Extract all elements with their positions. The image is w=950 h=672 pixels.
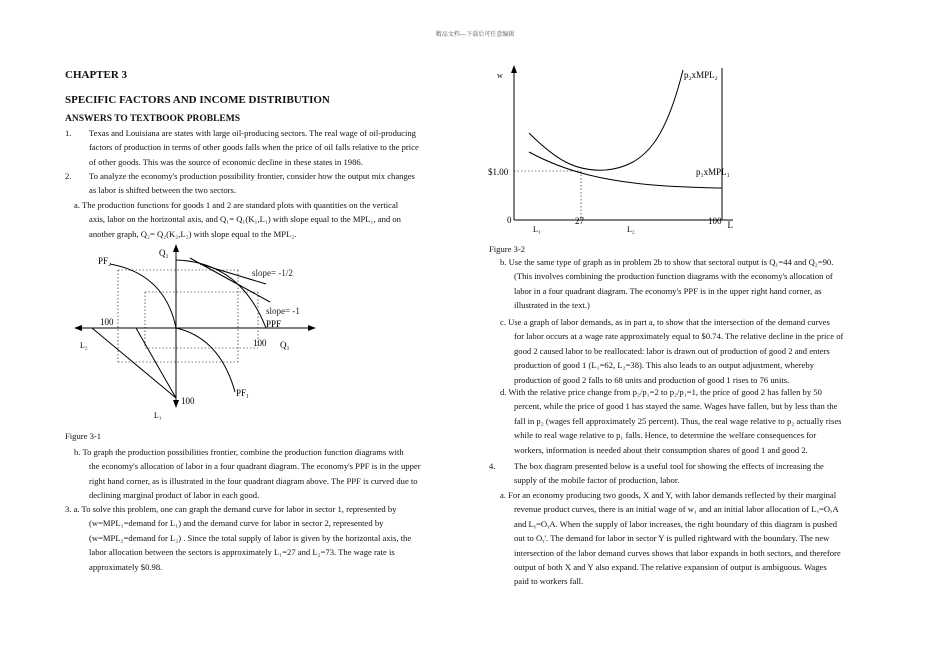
item-c-text	[500, 315, 910, 387]
labor-allocation-line	[136, 328, 176, 398]
label-w: w	[497, 71, 503, 80]
text-line: percent, while the price of good 1 has stayed the same. Wages have fallen, but by less than the	[514, 401, 838, 412]
arrow-right	[308, 325, 316, 331]
text-line: output of both X and Y also expand. The relative expansion of output is ambiguous. Wages	[514, 562, 827, 573]
item-2b-text	[74, 445, 464, 503]
label-l2: L₂	[627, 225, 635, 234]
text-line: factors of production in terms of other goods falls when the price of oil falls relative to the price	[89, 142, 419, 153]
text-line: a. The production functions for goods 1 and 2 are standard plots with quantities on the vertical	[74, 200, 399, 210]
text-line: supply of the mobile factor of production, labor.	[514, 475, 680, 486]
item-2b-right-text	[500, 255, 910, 313]
text-line: fall in p₂ (wages fell approximately 25 percent). Thus, the real wage relative to p₂ actually rises	[514, 415, 842, 426]
label-zero: 0	[507, 215, 512, 225]
item-1-text	[89, 126, 469, 169]
text-line: the economy's allocation of labor in a four quadrant diagram. The economy's PPF is in the upper	[89, 461, 421, 472]
label-slope-one: slope= -1	[266, 306, 300, 316]
label-27: 27	[575, 216, 584, 226]
figure-3-1-caption: Figure 3-1	[65, 431, 102, 441]
text-line: (w=MPL₂=demand for L₂) . Since the total supply of labor is given by the horizontal axis, the	[89, 532, 412, 543]
text-line: (This involves combining the production function diagrams with the economy's allocation of	[514, 271, 833, 282]
text-line: 3. a. To solve this problem, one can graph the demand curve for labor in sector 1, represented by	[65, 504, 397, 514]
label-100-right: 100	[253, 338, 267, 348]
label-q1-top: Q₁	[159, 248, 169, 258]
item-3a-text	[65, 502, 465, 574]
text-line: for labor occurs at a wage rate approximately equal to $0.74. The relative decline in the price of	[514, 331, 844, 342]
text-line: another graph, Q₂= Q₂(K₂,L₂) with slope equal to the MPL₂.	[89, 228, 297, 239]
label-pf1: PF₁	[236, 388, 250, 398]
item-2-text	[89, 169, 469, 198]
arrow-left	[74, 325, 82, 331]
label-l2: L₂	[80, 341, 88, 350]
text-line: b. Use the same type of graph as in problem 2b to show that sectoral output is Q₁=44 and Q₂=90.	[500, 257, 834, 267]
label-l1: L₁	[533, 225, 541, 234]
item-2-number: 2.	[65, 171, 72, 181]
text-line: c. Use a graph of labor demands, as in part a, to show that the intersection of the demand curves	[500, 317, 830, 327]
text-line: production of good 2 falls to 68 units and production of good 1 rises to 76 units.	[514, 374, 790, 385]
item-2a-text	[74, 198, 464, 241]
item-4-number: 4.	[489, 461, 496, 471]
item-4a-text	[500, 488, 910, 589]
label-p2-mpl2: p₂xMPL₂	[684, 70, 718, 80]
label-wage: $1.00	[488, 167, 509, 177]
label-p1-mpl1: p₁xMPL₁	[696, 167, 730, 177]
arrow-up	[173, 244, 179, 252]
label-100-left: 100	[100, 317, 114, 327]
item-4-text	[514, 459, 904, 488]
text-line: To analyze the economy's production possibility frontier, consider how the output mix changes	[89, 171, 415, 181]
figure-3-2-caption: Figure 3-2	[489, 244, 526, 254]
label-100-bottom: 100	[181, 396, 195, 406]
figure-3-2-diagram	[486, 60, 736, 238]
item-1-number: 1.	[65, 128, 72, 138]
chapter-title: SPECIFIC FACTORS AND INCOME DISTRIBUTION	[65, 94, 330, 106]
text-line: and Lᵧ=OᵧA. When the supply of labor increases, the right boundary of this diagram is pushed	[514, 518, 838, 529]
text-line: Texas and Louisiana are states with large oil-producing sectors. The real wage of oil-producing	[89, 128, 416, 138]
text-line: workers, information is needed about their consumption shares of good 1 and good 2.	[514, 444, 808, 455]
text-line: labor in a four quadrant diagram. The economy's PPF is in the upper right hand corner, as	[514, 285, 822, 296]
header-note: 精品文档---下载后可任意编辑	[435, 31, 515, 38]
text-line: a. For an economy producing two goods, X and Y, with labor demands reflected by their marginal	[500, 490, 837, 500]
text-line: The box diagram presented below is a useful tool for showing the effects of increasing the	[514, 461, 824, 471]
text-line: b. To graph the production possibilities frontier, combine the production function diagrams with	[74, 447, 404, 457]
answers-heading: ANSWERS TO TEXTBOOK PROBLEMS	[65, 114, 241, 124]
text-line: d. With the relative price change from p₂/p₁=2 to p₂/p₁=1, the price of good 2 has fallen by 50	[500, 387, 822, 397]
label-slope-half: slope= -1/2	[252, 268, 293, 278]
text-line: production of good 1 (L₁=62, L₂=38). This also leads to an output adjustment, whereby	[514, 360, 815, 371]
text-line: as labor is shifted between the two sectors.	[89, 185, 237, 196]
text-line: approximately $0.98.	[89, 561, 163, 572]
text-line: while to real wage relative to p₁ falls. Hence, to determine the welfare consequences for	[514, 430, 817, 441]
label-100: 100	[708, 216, 722, 226]
label-ppf: PPF	[266, 319, 282, 329]
arrow-up	[511, 65, 517, 73]
pf1-curve	[176, 328, 235, 392]
text-line: (w=MPL₁=demand for L₁) and the demand curve for labor in sector 2, represented by	[89, 518, 384, 529]
item-d-text	[500, 385, 910, 457]
text-line: of other goods. This was the source of economic decline in these states in 1986.	[89, 156, 363, 167]
text-line: illustrated in the text.)	[514, 300, 590, 311]
labor-constraint-line	[92, 328, 176, 398]
text-line: declining marginal product of labor in each good.	[89, 490, 260, 501]
arrow-down	[173, 400, 179, 408]
chapter-number: CHAPTER 3	[65, 69, 128, 81]
text-line: labor allocation between the sectors is approximately L₁=27 and L₂=73. The wage rate is	[89, 547, 395, 558]
label-q1-right: Q₁	[280, 340, 290, 350]
label-pf2: PF₂	[98, 256, 112, 266]
figure-3-1-diagram	[70, 242, 320, 427]
text-line: intersection of the labor demand curves shows that labor expands in both sectors, and therefore	[514, 547, 841, 558]
text-line: revenue product curves, there is an initial wage of w₁ and an initial labor allocation of Lₓ=OₓA	[514, 504, 839, 515]
text-line: axis, labor on the horizontal axis, and Q₁= Q₁(K₁,L₁) with slope equal to the MPL₁, and on	[89, 214, 401, 225]
text-line: out to Oᵧ'. The demand for labor in sector Y is pulled rightward with the boundary. The new	[514, 533, 830, 544]
text-line: good 2 caused labor to be reallocated: labor is drawn out of production of good 2 and enters	[514, 345, 830, 356]
text-line: paid to workers fall.	[514, 576, 584, 587]
p2-mpl2-curve	[529, 70, 683, 170]
label-l1: L₁	[154, 411, 162, 420]
pf2-curve	[110, 264, 176, 328]
label-L: L	[727, 220, 733, 230]
text-line: right hand corner, as is illustrated in the four quadrant diagram above. The PPF is curved due to	[89, 475, 418, 486]
